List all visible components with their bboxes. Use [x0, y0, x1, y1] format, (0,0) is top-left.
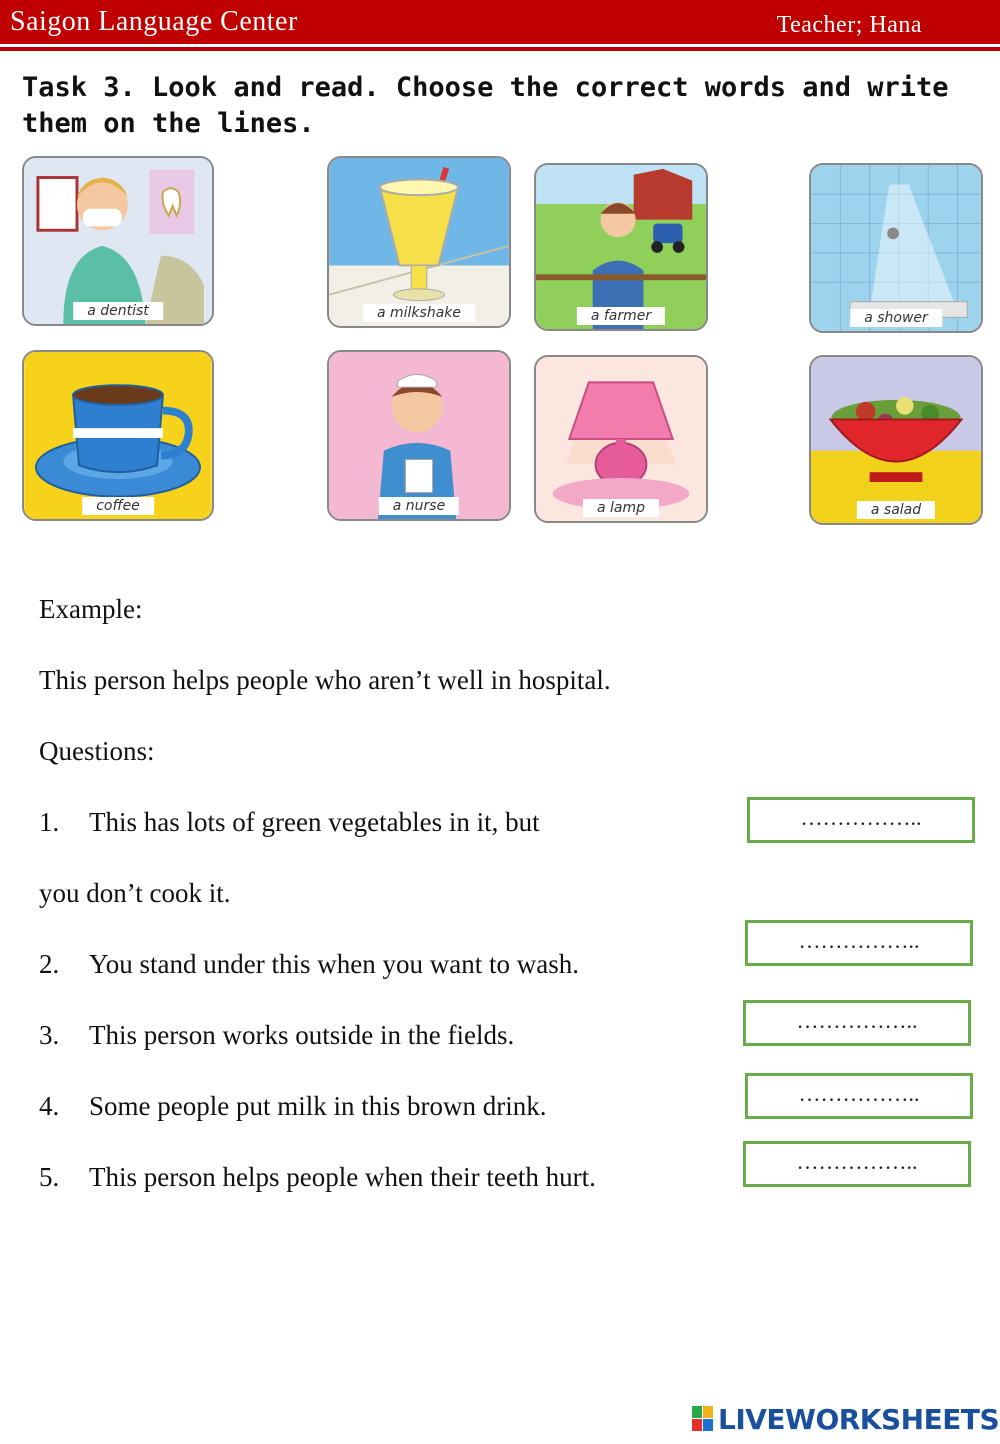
picture-milkshake	[327, 156, 511, 328]
task-title: Task 3. Look and read. Choose the correct words and write them on the lines.	[22, 72, 949, 139]
picture-caption: a farmer	[577, 307, 665, 325]
milkshake-illustration	[329, 158, 509, 326]
question-text-continued: you don’t cook it.	[39, 878, 231, 908]
picture-caption: a lamp	[583, 499, 659, 517]
picture-caption: a dentist	[73, 302, 163, 320]
answer-input-4[interactable]: ……………..	[745, 1073, 973, 1119]
liveworksheets-logo-text: LIVEWORKSHEETS	[718, 1402, 1000, 1436]
answer-input-5[interactable]: ……………..	[743, 1141, 971, 1187]
answer-input-2[interactable]: ……………..	[745, 920, 973, 966]
picture-caption: a shower	[850, 309, 942, 327]
question-number: 4.	[39, 1091, 60, 1121]
dentist-illustration	[24, 158, 212, 324]
picture-lamp	[534, 355, 708, 523]
questions-label: Questions:	[39, 736, 155, 766]
question-number: 3.	[39, 1020, 60, 1050]
picture-caption: coffee	[82, 497, 154, 515]
question-text: This has lots of green vegetables in it, but	[89, 807, 540, 837]
picture-shower	[809, 163, 983, 333]
salad-illustration	[811, 357, 981, 523]
example-label: Example:	[39, 594, 143, 624]
question-text: This person helps people when their teeth hurt.	[89, 1162, 596, 1192]
shower-illustration	[811, 165, 981, 331]
picture-caption: a milkshake	[363, 304, 475, 322]
question-number: 1.	[39, 807, 60, 837]
question-number: 2.	[39, 949, 60, 979]
school-name: Saigon Language Center	[10, 6, 298, 37]
teacher-name: Teacher; Hana	[776, 12, 922, 38]
picture-farmer	[534, 163, 708, 331]
question-number: 5.	[39, 1162, 60, 1192]
coffee-illustration	[24, 352, 212, 519]
question-text: Some people put milk in this brown drink.	[89, 1091, 547, 1121]
header-bar	[0, 0, 1000, 44]
header-divider	[0, 47, 1000, 51]
liveworksheets-logo-icon	[692, 1406, 714, 1432]
picture-coffee	[22, 350, 214, 521]
answer-input-1[interactable]: ……………..	[747, 797, 975, 843]
picture-nurse	[327, 350, 511, 521]
picture-dentist	[22, 156, 214, 326]
question-text: This person works outside in the fields.	[89, 1020, 515, 1050]
picture-salad	[809, 355, 983, 525]
nurse-illustration	[329, 352, 509, 519]
question-text: You stand under this when you want to wash.	[89, 949, 579, 979]
picture-caption: a salad	[857, 501, 935, 519]
picture-caption: a nurse	[379, 497, 459, 515]
answer-input-3[interactable]: ……………..	[743, 1000, 971, 1046]
farmer-illustration	[536, 165, 706, 329]
liveworksheets-logo	[692, 1404, 999, 1434]
example-text: This person helps people who aren’t well in hospital.	[39, 665, 611, 695]
lamp-illustration	[536, 357, 706, 521]
